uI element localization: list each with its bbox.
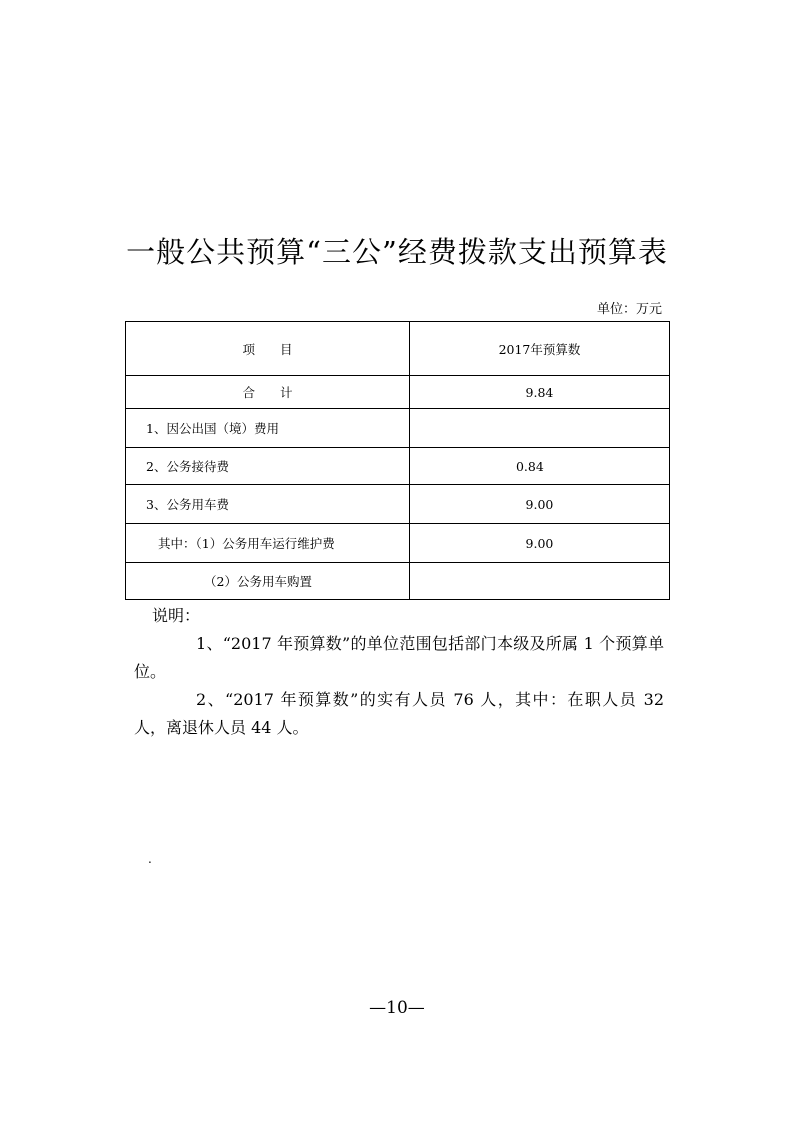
row-label: （2）公务用车购置 xyxy=(126,563,410,600)
page-title: 一般公共预算“三公”经费拨款支出预算表 xyxy=(126,235,668,269)
row-label: 1、因公出国（境）费用 xyxy=(126,409,410,448)
row-value: 9.84 xyxy=(409,376,669,409)
unit-label: 单位：万元 xyxy=(596,302,662,317)
notes-heading: 说明： xyxy=(152,606,201,625)
row-label: 其中：（1）公务用车运行维护费 xyxy=(126,524,410,563)
header-value: 2017年预算数 xyxy=(409,322,669,376)
row-value: 9.00 xyxy=(409,485,669,524)
budget-table xyxy=(125,321,670,600)
row-value: 9.00 xyxy=(409,524,669,563)
table-row xyxy=(126,409,670,448)
table-row-total xyxy=(126,376,670,409)
row-value xyxy=(409,563,669,600)
table-row xyxy=(126,485,670,524)
header-item: 项 目 xyxy=(126,322,410,376)
note-item: 2、“2017 年预算数”的实有人员 76 人，其中：在职人员 32 人，离退休人员 44 人。 xyxy=(134,690,664,737)
row-value: 0.84 xyxy=(409,448,669,485)
table-header-row xyxy=(126,322,670,376)
table-row xyxy=(126,448,670,485)
row-label: 合 计 xyxy=(126,376,410,409)
row-label: 2、公务接待费 xyxy=(126,448,410,485)
table-row xyxy=(126,563,670,600)
row-label: 3、公务用车费 xyxy=(126,485,410,524)
page-number: —10— xyxy=(369,998,425,1018)
row-value xyxy=(409,409,669,448)
table-row xyxy=(126,524,670,563)
stray-dot: . xyxy=(148,852,152,866)
notes-section xyxy=(134,602,664,742)
note-item: 1、“2017 年预算数”的单位范围包括部门本级及所属 1 个预算单位。 xyxy=(134,634,664,681)
